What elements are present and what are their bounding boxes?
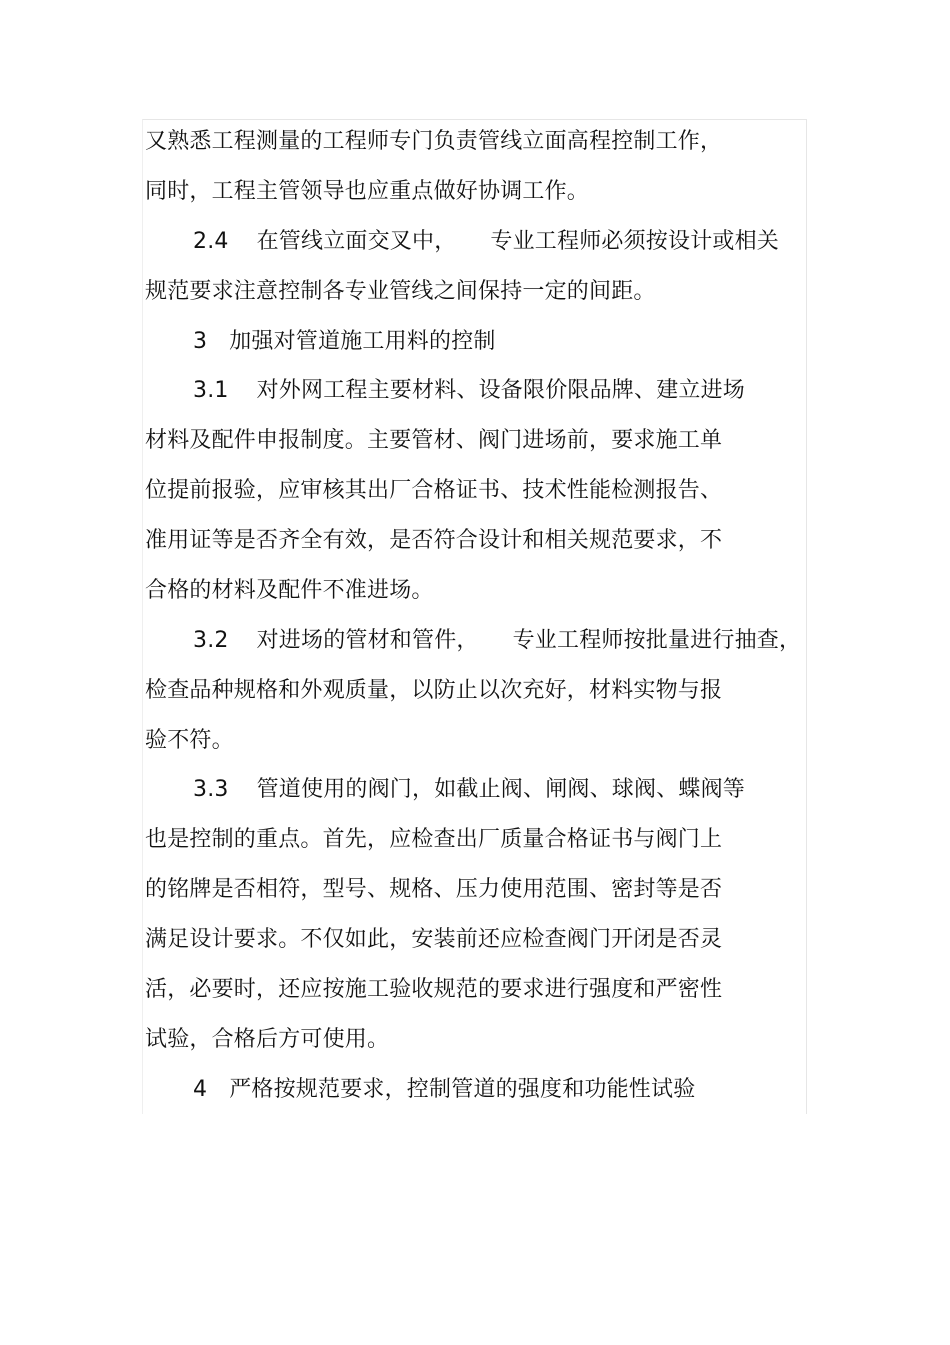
section-2-4-heading-line [193, 228, 779, 256]
section-number: 3.1 [193, 378, 229, 403]
text-segment: 专业工程师必须按设计或相关 [490, 229, 780, 254]
text-line: 检查品种规格和外观质量，以防止以次充好，材料实物与报 [145, 678, 723, 703]
text-line: 满足设计要求。不仅如此，安装前还应检查阀门开闭是否灵 [145, 927, 723, 952]
section-title: 加强对管道施工用料的控制 [229, 329, 496, 354]
text-line: 材料及配件申报制度。主要管材、阀门进场前，要求施工单 [145, 428, 723, 453]
text-line: 位提前报验，应审核其出厂合格证书、技术性能检测报告、 [145, 478, 723, 503]
text-line: 的铭牌是否相符，型号、规格、压力使用范围、密封等是否 [145, 877, 723, 902]
text-segment: 对进场的管材和管件， [256, 628, 479, 653]
text-line: 规范要求注意控制各专业管线之间保持一定的间距。 [145, 279, 656, 304]
text-segment: 管道使用的阀门，如截止阀、闸阀、球阀、蝶阀等 [256, 777, 745, 802]
section-3-3-line [193, 776, 745, 804]
section-number: 3.3 [193, 777, 229, 802]
section-number: 2.4 [193, 229, 229, 254]
text-line: 准用证等是否齐全有效，是否符合设计和相关规范要求，不 [145, 528, 723, 553]
text-line: 验不符。 [145, 728, 234, 753]
text-line: 又熟悉工程测量的工程师专门负责管线立面高程控制工作， [145, 129, 723, 154]
text-frame [142, 119, 807, 1114]
section-3-2-line [193, 627, 801, 655]
text-segment: 对外网工程主要材料、设备限价限品牌、建立进场 [256, 378, 745, 403]
text-line: 活，必要时，还应按施工验收规范的要求进行强度和严密性 [145, 977, 723, 1002]
text-line: 合格的材料及配件不准进场。 [145, 578, 434, 603]
text-line: 试验，合格后方可使用。 [145, 1027, 390, 1052]
text-segment: 在管线立面交叉中， [256, 229, 457, 254]
text-segment: 专业工程师按批量进行抽查， [512, 628, 802, 653]
text-line: 也是控制的重点。首先，应检查出厂质量合格证书与阀门上 [145, 827, 723, 852]
section-4-heading [193, 1076, 695, 1104]
section-3-heading [193, 328, 496, 356]
section-number: 3.2 [193, 628, 229, 653]
section-number: 3 [193, 329, 208, 354]
section-title: 严格按规范要求，控制管道的强度和功能性试验 [229, 1077, 696, 1102]
text-line: 同时，工程主管领导也应重点做好协调工作。 [145, 179, 590, 204]
section-number: 4 [193, 1077, 208, 1102]
section-3-1-line [193, 377, 745, 405]
